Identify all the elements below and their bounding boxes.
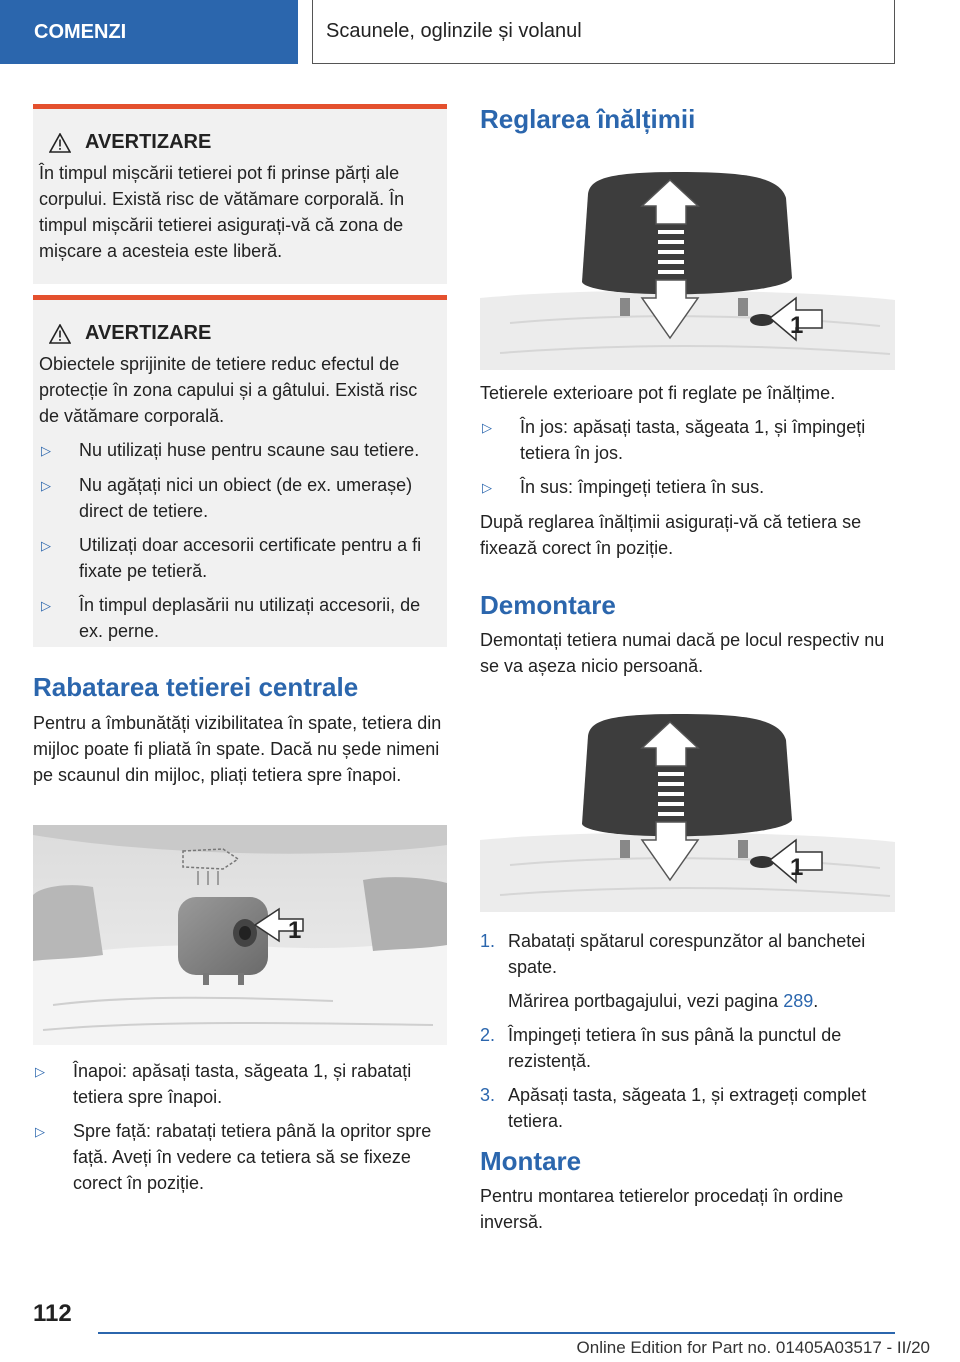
bullet-triangle-icon: ▷ [41, 478, 51, 493]
page-link[interactable]: 289 [783, 991, 814, 1011]
rabatare-list [33, 1050, 447, 1196]
callout-label: 1 [288, 917, 302, 944]
list-item: ▷ În jos: apăsați tasta, săgeata 1, și împingeți tetiera în jos. [480, 414, 895, 466]
list-item: ▷ Utilizați doar accesorii certificate pentru a fi fixate pe tetieră. [39, 532, 441, 584]
bullet-triangle-icon: ▷ [35, 1064, 45, 1079]
step-item: 1. Rabatați spătarul corespunzător al banchetei spate. [480, 931, 866, 977]
page-number: 112 [33, 1300, 72, 1327]
list-item: ▷ Înapoi: apăsați tasta, săgeata 1, și rabatați tetiera spre înapoi. [33, 1058, 447, 1110]
bullet-triangle-icon: ▷ [482, 420, 492, 435]
list-item: ▷ Spre față: rabatați tetiera până la opritor spre față. Aveți în vedere ca tetiera să se fixeze corect în poziție. [33, 1118, 447, 1196]
section-heading: Montare [480, 1146, 582, 1176]
list-item: ▷ Nu utilizați huse pentru scaune sau tetiere. [39, 437, 441, 464]
callout-label: 1 [790, 312, 804, 339]
warning-text: În timpul mișcării tetierei pot fi prinse părți ale corpului. Există risc de vătămare corporală. În timpul mișcării tetierei asigurați-vă că zona de mișcare a acesteia este liberă. [39, 163, 405, 261]
section-heading: Rabatarea tetierei centrale [33, 672, 359, 702]
paragraph: Demontați tetiera numai dacă pe locul respectiv nu se va așeza nicio persoană. [480, 630, 885, 676]
section-heading: Reglarea înălțimii [480, 104, 696, 134]
callout-label: 1 [790, 854, 804, 881]
center-headrest-illustration [33, 825, 447, 1045]
chapter-title: Scaunele, oglinzile și volanul [326, 20, 582, 42]
bullet-triangle-icon: ▷ [41, 443, 51, 458]
warning-title: AVERTIZARE [49, 322, 441, 345]
footer-divider [98, 1332, 895, 1334]
headrest-height-illustration [480, 158, 895, 370]
section-heading: Demontare [480, 590, 616, 620]
bullet-triangle-icon: ▷ [41, 538, 51, 553]
warning-box-1 [33, 104, 447, 284]
section-title: COMENZI [34, 20, 127, 43]
headrest-removal-illustration [480, 700, 895, 912]
list-item: ▷ În sus: împingeți tetiera în sus. [480, 474, 895, 501]
step-note: Mărirea portbagajului, vezi pagina 289. [508, 991, 819, 1011]
warning-box-2 [33, 295, 447, 647]
step-item: 2. Împingeți tetiera în sus până la punctul de rezistență. [480, 1025, 842, 1071]
bullet-triangle-icon: ▷ [35, 1124, 45, 1139]
warning-title: AVERTIZARE [49, 131, 441, 154]
warning-triangle-icon [49, 324, 71, 344]
chapter-header [312, 0, 895, 64]
paragraph: Pentru a îmbunătăți vizibilitatea în spate, tetiera din mijloc poate fi pliată în spate. Dacă nu șede nimeni pe scaunul din mijloc, pliați tetiera spre înapoi. [33, 713, 442, 785]
paragraph: Tetierele exterioare pot fi reglate pe înălțime. [480, 383, 836, 403]
demontare-steps [480, 920, 895, 1134]
bullet-triangle-icon: ▷ [41, 598, 51, 613]
warning-text: Obiectele sprijinite de tetiere reduc efectul de protecție în zona capului și a gâtului. Există risc de vătămare corporală. [39, 354, 418, 426]
step-item: 3. Apăsați tasta, săgeata 1, și extrageți complet tetiera. [480, 1085, 867, 1131]
footer-edition: Online Edition for Part no. 01405A03517 - II/20 [576, 1338, 930, 1357]
warning-triangle-icon [49, 133, 71, 153]
bullet-triangle-icon: ▷ [482, 480, 492, 495]
section-tab[interactable] [0, 0, 298, 64]
reglare-text [480, 380, 895, 561]
paragraph: După reglarea înălțimii asigurați-vă că tetiera se fixează corect în poziție. [480, 512, 862, 558]
paragraph: Pentru montarea tetierelor procedați în ordine inversă. [480, 1186, 844, 1232]
list-item: ▷ În timpul deplasării nu utilizați accesorii, de ex. perne. [39, 592, 441, 644]
list-item: ▷ Nu agățați nici un obiect (de ex. umerașe) direct de tetiere. [39, 472, 441, 524]
